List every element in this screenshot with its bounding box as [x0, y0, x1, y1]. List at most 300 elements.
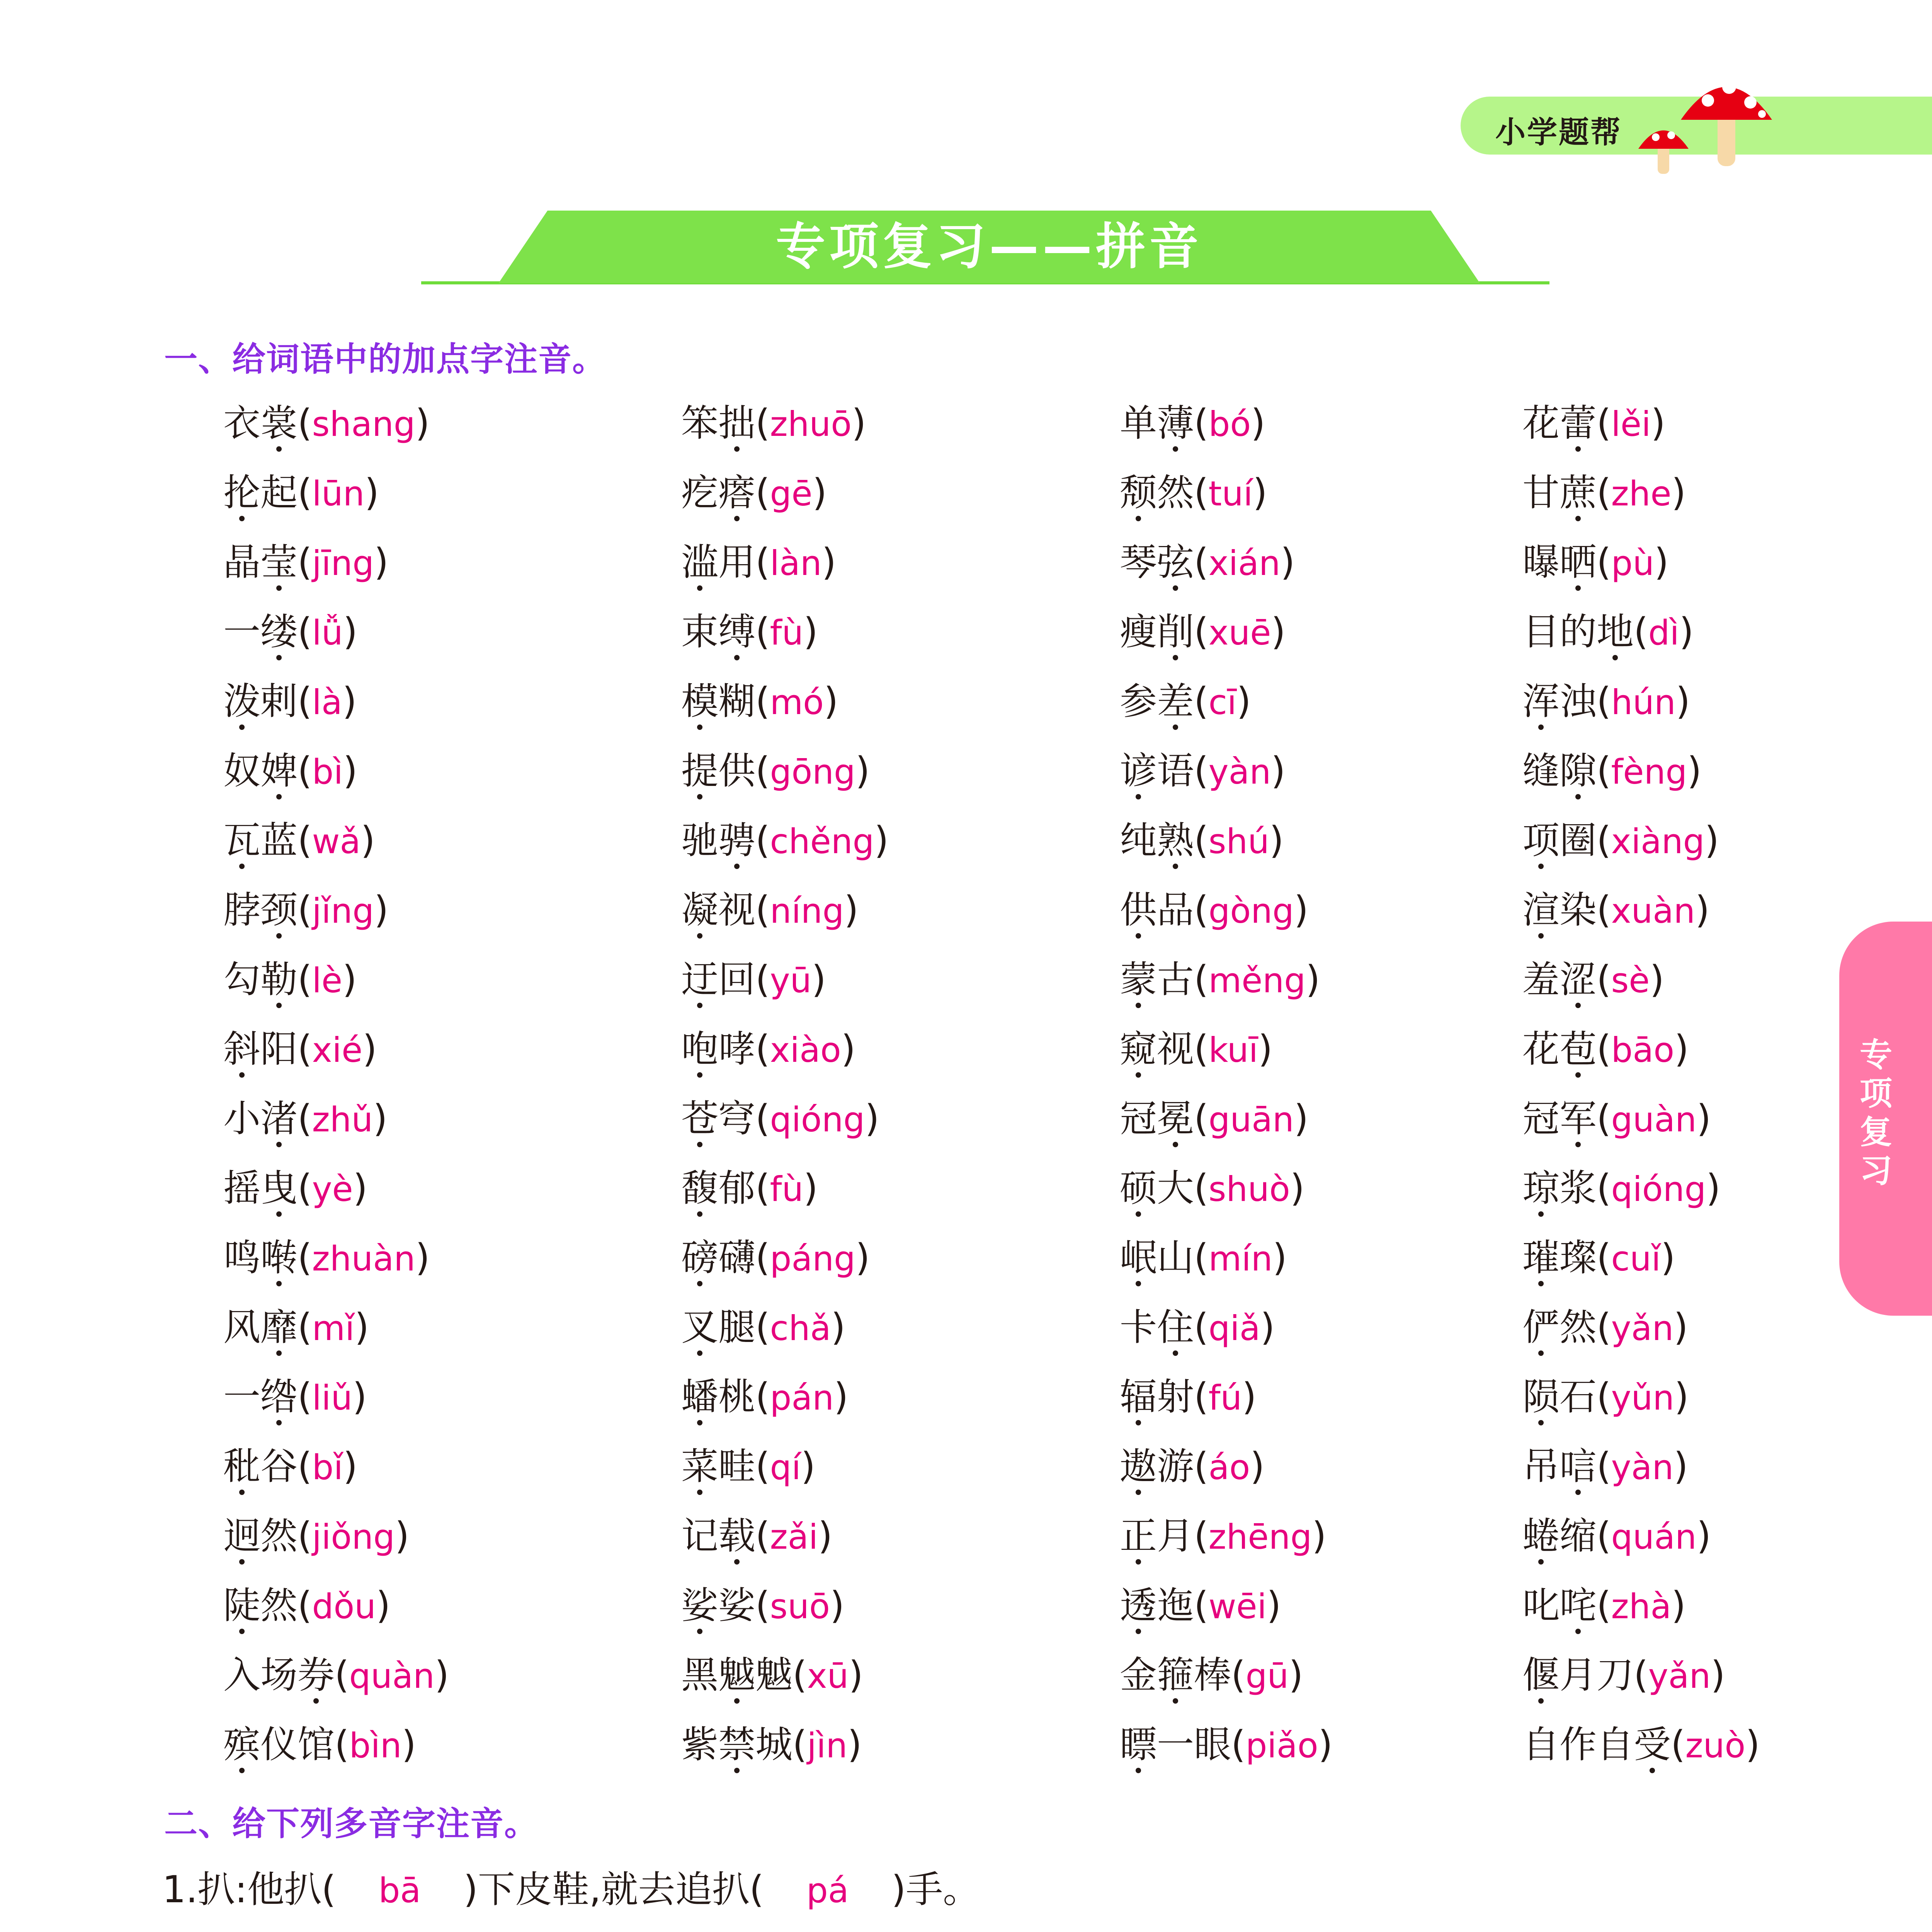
paren-open: ( [1194, 471, 1209, 514]
word-item [1522, 748, 1702, 795]
pinyin-answer: yǎn [1611, 1308, 1674, 1348]
word-text: 然 [1157, 471, 1194, 514]
paren-close: ) [1312, 1514, 1327, 1558]
word-text: 一眼 [1157, 1723, 1231, 1766]
paren-open: ( [1597, 1445, 1611, 1488]
paren-open: ( [755, 471, 770, 514]
pinyin-answer: yū [770, 961, 812, 1000]
paren-open: ( [1231, 1653, 1246, 1697]
dotted-char: 苍 [681, 1095, 718, 1142]
paren-close: ) [1253, 471, 1267, 514]
dotted-char: 遨 [1120, 1443, 1157, 1490]
paren-open: ( [1194, 1306, 1209, 1349]
paren-close: ) [1271, 749, 1286, 793]
dotted-char: 骋 [718, 817, 755, 864]
word-text: 畦 [718, 1445, 755, 1488]
pinyin-answer: qiǎ [1208, 1308, 1260, 1348]
word-item [223, 1026, 377, 1073]
paren-close: ) [362, 1027, 377, 1071]
word-text: 桃 [718, 1375, 755, 1418]
word-text: 供 [718, 749, 755, 793]
word-item [1120, 1165, 1304, 1213]
word-item [681, 1652, 863, 1699]
pinyin-answer: wǎ [312, 821, 361, 861]
paren-close: ) [1294, 888, 1309, 932]
pinyin-answer: bāo [1611, 1030, 1675, 1070]
word-item [223, 1095, 388, 1143]
word-text: 驰 [681, 819, 718, 862]
word-item [223, 956, 357, 1004]
paren-close: ) [830, 1584, 845, 1627]
pinyin-answer: lūn [312, 474, 365, 514]
dotted-char: 透 [1120, 1582, 1157, 1629]
word-text: 染 [1560, 888, 1597, 932]
paren-open: ( [1597, 1375, 1611, 1418]
dotted-char: 箍 [1157, 1652, 1194, 1698]
word-item [1522, 1443, 1688, 1491]
dotted-char: 勒 [260, 956, 298, 1003]
paren-open: ( [755, 680, 770, 723]
paren-open: ( [755, 888, 770, 932]
pinyin-answer: pá [806, 1871, 849, 1910]
dotted-char: 唁 [1560, 1443, 1597, 1490]
word-item [1120, 1095, 1308, 1143]
word-item [223, 1165, 367, 1213]
paren-close: ) [1294, 1097, 1309, 1140]
paren-close: ) [353, 1167, 368, 1210]
pinyin-answer: xū [807, 1656, 849, 1696]
pinyin-answer: yǔn [1611, 1378, 1675, 1418]
pinyin-answer: gē [770, 474, 813, 514]
paren-close: ) [811, 958, 826, 1001]
pinyin-answer: qióng [1611, 1169, 1706, 1209]
word-text: 魆 [755, 1653, 793, 1697]
dotted-char: 提 [681, 748, 718, 794]
dotted-char: 瞟 [1120, 1721, 1157, 1768]
word-item [681, 1026, 855, 1073]
question-text: 扒:他扒( [197, 1868, 336, 1911]
paren-close: ) [824, 680, 838, 723]
paren-close: ) [1704, 819, 1719, 862]
word-text: 金 [1120, 1653, 1157, 1697]
word-item [681, 609, 818, 656]
word-text: 卡 [1120, 1306, 1157, 1349]
pinyin-answer: làn [770, 543, 822, 583]
word-item [1120, 678, 1251, 726]
word-text: 衣 [223, 401, 260, 445]
word-text: 勾 [223, 958, 260, 1001]
paren-close: ) [401, 1723, 416, 1766]
paren-close: ) [852, 401, 866, 445]
pinyin-answer: shuò [1208, 1169, 1290, 1209]
pinyin-answer: shang [312, 404, 415, 444]
paren-close: ) [847, 1723, 862, 1766]
paren-open: ( [755, 1584, 770, 1627]
dotted-char: 偃 [1522, 1652, 1560, 1698]
dotted-char: 供 [1120, 887, 1157, 933]
pinyin-answer: bì [312, 752, 343, 792]
pinyin-answer: pán [770, 1378, 834, 1418]
paren-close: ) [803, 610, 818, 653]
word-text: 瘦 [1120, 610, 1157, 653]
word-text: 仪馆 [260, 1723, 335, 1766]
paren-open: ( [1194, 1236, 1209, 1279]
pinyin-answer: piǎo [1245, 1726, 1318, 1765]
dotted-char: 菜 [681, 1443, 718, 1490]
paren-close: ) [343, 1445, 358, 1488]
word-item [223, 1374, 367, 1421]
word-text: 冠 [1120, 1097, 1157, 1140]
paren-open: ( [1597, 888, 1611, 932]
word-text: 花 [1522, 1027, 1560, 1071]
dotted-char: 璀 [1522, 1235, 1560, 1281]
word-text: 璨 [1560, 1236, 1597, 1279]
paren-close: ) [855, 749, 870, 793]
paren-close: ) [1745, 1723, 1760, 1766]
dotted-char: 项 [1522, 817, 1560, 864]
dotted-char: 迂 [681, 956, 718, 1003]
word-text: 浆 [1560, 1167, 1597, 1210]
dotted-char: 模 [681, 678, 718, 724]
paren-open: ( [755, 1375, 770, 1418]
dotted-char: 琼 [1522, 1165, 1560, 1211]
paren-close: ) [1654, 541, 1669, 584]
paren-close: ) [855, 1236, 870, 1279]
dotted-char: 秕 [223, 1443, 260, 1490]
dotted-char: 辐 [1120, 1374, 1157, 1420]
word-text: 奴 [223, 749, 260, 793]
dotted-char: 抡 [223, 469, 260, 516]
paren-open: ( [298, 1375, 312, 1418]
pinyin-answer: lěi [1611, 404, 1651, 444]
paren-open: ( [1231, 1723, 1246, 1766]
dotted-char: 凝 [681, 887, 718, 933]
word-text: 山 [1157, 1236, 1194, 1279]
pinyin-answer: là [312, 682, 342, 722]
dotted-char: 渲 [1522, 887, 1560, 933]
dotted-char: 岷 [1120, 1235, 1157, 1281]
dotted-char: 咆 [681, 1026, 718, 1072]
paren-open: ( [335, 1653, 349, 1697]
word-text: 鸣 [223, 1236, 260, 1279]
paren-open: ( [1194, 958, 1209, 1001]
word-text: 叱 [1522, 1584, 1560, 1627]
word-item [1522, 887, 1709, 934]
word-item [1120, 817, 1284, 865]
pinyin-answer: chǎ [770, 1308, 831, 1348]
paren-open: ( [793, 1723, 807, 1766]
paren-close: ) [1250, 1445, 1265, 1488]
dotted-char: 弦 [1157, 539, 1194, 585]
question-text: )下皮鞋,就去追扒( [463, 1868, 764, 1911]
paren-close: ) [1258, 1027, 1273, 1071]
pinyin-answer: páng [770, 1239, 855, 1279]
word-item [223, 1513, 409, 1560]
word-item [1522, 1582, 1686, 1630]
paren-open: ( [298, 1306, 312, 1349]
question-row [162, 1866, 980, 1914]
word-item [1522, 1235, 1675, 1282]
pinyin-answer: xiào [770, 1030, 841, 1070]
paren-open: ( [1194, 1514, 1209, 1558]
pinyin-answer: zuò [1685, 1726, 1746, 1765]
pinyin-answer: fù [770, 613, 804, 653]
paren-close: ) [821, 541, 837, 584]
paren-open: ( [755, 1514, 770, 1558]
word-text: 疙 [681, 471, 718, 514]
paren-close: ) [1269, 819, 1284, 862]
paren-close: ) [812, 471, 827, 514]
paren-close: ) [818, 1514, 833, 1558]
paren-open: ( [755, 610, 770, 653]
pinyin-answer: cī [1208, 682, 1237, 722]
word-item [223, 1304, 369, 1352]
word-text: 浊 [1560, 680, 1597, 723]
word-text: 曝 [1522, 541, 1560, 584]
word-text: 束 [681, 610, 718, 653]
paren-open: ( [1597, 401, 1611, 445]
dotted-char: 缕 [260, 609, 298, 655]
dotted-char: 削 [1157, 609, 1194, 655]
word-item [223, 539, 388, 587]
dotted-char: 蕾 [1560, 400, 1597, 446]
pinyin-answer: zhuō [770, 404, 852, 444]
paren-close: ) [1305, 958, 1320, 1001]
word-item [1522, 817, 1719, 865]
word-text: 视 [1157, 1027, 1194, 1071]
paren-close: ) [1318, 1723, 1333, 1766]
pinyin-answer: xuàn [1611, 891, 1696, 931]
pinyin-answer: gōng [770, 752, 855, 792]
pinyin-answer: mín [1208, 1239, 1273, 1279]
word-text: 剌 [260, 680, 298, 723]
paren-close: ) [364, 471, 379, 514]
pinyin-answer: lǚ [312, 613, 343, 653]
word-text: 起 [260, 471, 298, 514]
pinyin-answer: zhǔ [312, 1100, 373, 1139]
word-item [223, 609, 357, 656]
dotted-char: 颈 [260, 887, 298, 933]
word-text: 游 [1157, 1445, 1194, 1488]
pinyin-answer: mó [770, 682, 824, 722]
pinyin-answer: shú [1208, 821, 1269, 861]
paren-close: ) [1696, 1097, 1711, 1140]
word-text: 腿 [718, 1306, 755, 1349]
word-text: 礴 [718, 1236, 755, 1279]
dotted-char: 靡 [260, 1304, 298, 1350]
dotted-char: 蟠 [681, 1374, 718, 1420]
paren-open: ( [1597, 958, 1611, 1001]
word-text: 月刀 [1560, 1653, 1634, 1697]
paren-open: ( [793, 1653, 807, 1697]
paren-close: ) [1711, 1653, 1725, 1697]
word-text: 一 [223, 1375, 260, 1418]
dotted-char: 硕 [1120, 1165, 1157, 1211]
word-text: 穹 [718, 1097, 755, 1140]
word-item [1120, 539, 1295, 587]
pinyin-answer: yǎn [1648, 1656, 1711, 1696]
paren-open: ( [1194, 1027, 1209, 1071]
word-text: 吊 [1522, 1445, 1560, 1488]
dotted-char: 拙 [718, 400, 755, 446]
pinyin-answer: guān [1208, 1100, 1294, 1139]
pinyin-answer: suō [770, 1587, 830, 1626]
word-text: 糊 [718, 680, 755, 723]
word-text: 射 [1157, 1375, 1194, 1418]
dotted-char: 颓 [1120, 469, 1157, 516]
paren-close: ) [376, 1584, 391, 1627]
dotted-char: 差 [1157, 678, 1194, 724]
pinyin-answer: wēi [1208, 1587, 1267, 1626]
word-text: 郁 [718, 1167, 755, 1210]
word-item [223, 1721, 416, 1769]
word-item [1120, 748, 1286, 795]
paren-close: ) [1267, 1584, 1281, 1627]
paren-open: ( [1597, 1027, 1611, 1071]
word-text: 语 [1157, 749, 1194, 793]
paren-open: ( [755, 1027, 770, 1071]
paren-open: ( [298, 610, 312, 653]
paren-close: ) [373, 1097, 388, 1140]
pinyin-answer: yàn [1611, 1447, 1674, 1487]
pinyin-answer: yàn [1208, 752, 1271, 792]
dotted-char: 苞 [1560, 1026, 1597, 1072]
paren-close: ) [374, 888, 389, 932]
dotted-char: 渚 [260, 1095, 298, 1142]
pinyin-answer: chěng [770, 821, 874, 861]
paren-open: ( [1194, 1375, 1209, 1418]
word-item [223, 678, 357, 726]
dotted-char: 馥 [681, 1165, 718, 1211]
word-text: 摇 [223, 1167, 260, 1210]
paren-open: ( [298, 471, 312, 514]
paren-close: ) [1675, 680, 1690, 723]
pinyin-answer: xié [312, 1030, 363, 1070]
dotted-char: 斜 [223, 1026, 260, 1072]
paren-close: ) [415, 401, 430, 445]
paren-close: ) [434, 1653, 449, 1697]
word-text: 圈 [1560, 819, 1597, 862]
pinyin-answer: qí [770, 1447, 801, 1487]
word-item [223, 1582, 390, 1630]
dotted-char: 军 [1560, 1095, 1597, 1142]
word-item [1120, 609, 1286, 656]
word-item [1120, 1443, 1265, 1491]
paren-open: ( [1634, 610, 1648, 653]
word-item [223, 1652, 449, 1699]
word-text: 回 [718, 958, 755, 1001]
paren-open: ( [298, 680, 312, 723]
paren-close: ) [834, 1375, 849, 1418]
paren-open: ( [755, 1097, 770, 1140]
dotted-char: 婢 [260, 748, 298, 794]
dotted-char: 绺 [260, 1374, 298, 1420]
paren-open: ( [1194, 1445, 1209, 1488]
word-item [1522, 1095, 1711, 1143]
paren-open: ( [1671, 1723, 1685, 1766]
dotted-char: 蜷 [1522, 1513, 1560, 1559]
paren-open: ( [298, 1027, 312, 1071]
word-item [1120, 1374, 1257, 1421]
paren-open: ( [298, 401, 312, 445]
paren-close: ) [1271, 610, 1286, 653]
paren-open: ( [1597, 1167, 1611, 1210]
pinyin-answer: mǐ [312, 1308, 355, 1348]
pinyin-answer: gū [1245, 1656, 1289, 1696]
paren-close: ) [1289, 1653, 1303, 1697]
paren-close: ) [1687, 749, 1702, 793]
word-item [1522, 1652, 1725, 1699]
dotted-char: 蒙 [1120, 956, 1157, 1003]
paren-close: ) [1673, 1306, 1688, 1349]
word-item [681, 539, 836, 587]
paren-open: ( [755, 1167, 770, 1210]
pinyin-answer: gòng [1208, 891, 1294, 931]
question-number: 1. [162, 1868, 198, 1911]
pinyin-answer: quàn [349, 1656, 435, 1696]
paren-open: ( [1194, 1584, 1209, 1627]
word-text: 纯 [1120, 819, 1157, 862]
paren-close: ) [343, 749, 358, 793]
paren-open: ( [1597, 541, 1611, 584]
word-text: 脖 [223, 888, 260, 932]
word-item [1120, 469, 1267, 517]
word-item [223, 887, 388, 934]
dotted-char: 地 [1597, 609, 1634, 655]
paren-open: ( [1194, 1167, 1209, 1210]
dotted-char: 蔗 [1560, 469, 1597, 516]
dotted-char: 魆 [718, 1652, 755, 1698]
word-item [1522, 400, 1665, 447]
pinyin-answer: bó [1208, 404, 1251, 444]
pinyin-answer: bǐ [312, 1447, 343, 1487]
word-text: 用 [718, 541, 755, 584]
page-title: 专项复习——拼音 [776, 218, 1202, 276]
word-item [681, 1235, 870, 1282]
pinyin-answer: quán [1611, 1517, 1697, 1557]
paren-close: ) [841, 1027, 856, 1071]
word-item [1522, 469, 1686, 517]
pinyin-answer: fèng [1611, 752, 1687, 792]
dotted-char: 泼 [223, 678, 260, 724]
dotted-char: 受 [1634, 1721, 1671, 1768]
dotted-char: 娑 [681, 1582, 718, 1629]
word-text: 冠 [1522, 1097, 1560, 1140]
word-item [1120, 887, 1308, 934]
word-item [1120, 1721, 1333, 1769]
paren-open: ( [1597, 680, 1611, 723]
word-item [1522, 1304, 1688, 1352]
pinyin-answer: zhe [1611, 474, 1672, 514]
paren-close: ) [874, 819, 889, 862]
paren-close: ) [374, 541, 389, 584]
dotted-char: 裳 [260, 400, 298, 446]
paren-open: ( [1597, 749, 1611, 793]
paren-close: ) [844, 888, 859, 932]
pinyin-answer: guàn [1611, 1100, 1697, 1139]
pinyin-answer: zhà [1611, 1587, 1672, 1626]
word-item [223, 817, 375, 865]
paren-close: ) [1706, 1167, 1721, 1210]
word-text: 甘 [1522, 471, 1560, 514]
paren-open: ( [755, 1445, 770, 1488]
paren-open: ( [298, 1584, 312, 1627]
word-item [681, 1165, 818, 1213]
word-text: 缩 [1560, 1514, 1597, 1558]
word-text: 蓝 [260, 819, 298, 862]
paren-open: ( [1194, 819, 1209, 862]
paren-close: ) [1651, 401, 1665, 445]
